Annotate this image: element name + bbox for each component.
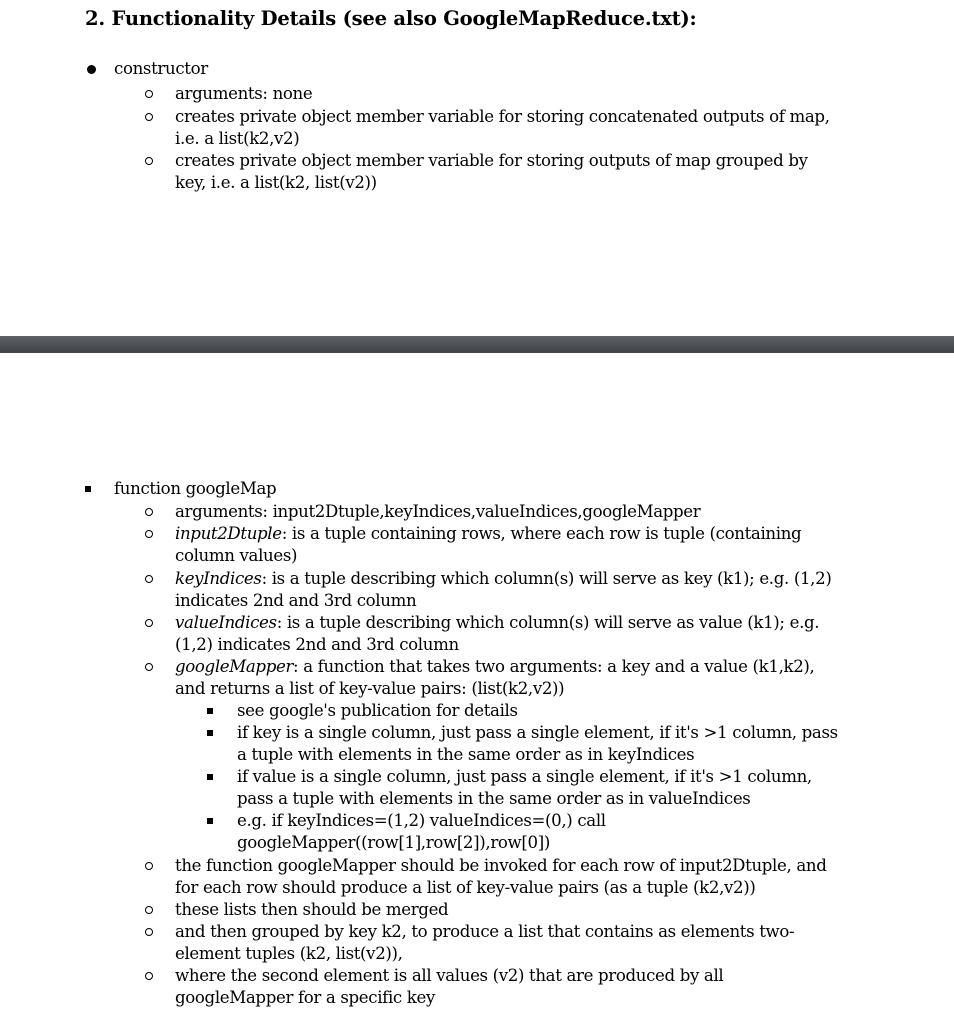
constructor-item-grouped-line2: key, i.e. a list(k2, list(v2)) [175,173,377,192]
constructor-arguments: arguments: none [175,84,313,103]
googlemapper-line1 [175,656,814,678]
step-group-line1: and then grouped by key k2, to produce a list that contains as elements two- [175,922,795,941]
bullet-circle-icon [145,530,153,538]
keyindices-desc: : is a tuple describing which column(s) will serve as key (k1); e.g. (1,2) [261,569,832,588]
document-page-top [0,0,954,336]
googlemapper-note-key-line1: if key is a single column, just pass a single element, if it's >1 column, pass [237,723,838,742]
googlemapper-note-value-line1: if value is a single column, just pass a single element, if it's >1 column, [237,767,812,786]
step-merge: these lists then should be merged [175,900,449,919]
keyindices-line1 [175,568,831,590]
bullet-circle-icon [145,157,153,165]
googlemapper-term: googleMapper [175,657,294,676]
valueindices-line1 [175,612,819,634]
valueindices-line2: (1,2) indicates 2nd and 3rd column [175,635,459,654]
bullet-circle-icon [145,90,153,98]
constructor-item-concat-line1: creates private object member variable for storing concatenated outputs of map, [175,107,830,126]
bullet-circle-icon [145,928,153,936]
input2dtuple-line1 [175,523,801,545]
bullet-square-icon [207,730,213,736]
constructor-item-concat-line2: i.e. a list(k2,v2) [175,129,300,148]
bullet-circle-icon [145,862,153,870]
step-invoke-line2: for each row should produce a list of key-value pairs (as a tuple (k2,v2)) [175,878,756,897]
bullet-circle-icon [145,663,153,671]
valueindices-desc: : is a tuple describing which column(s) will serve as value (k1); e.g. [276,613,820,632]
page-separator [0,336,954,353]
input2dtuple-line2: column values) [175,546,298,565]
valueindices-term: valueIndices [175,613,277,632]
googlemap-arguments: arguments: input2Dtuple,keyIndices,valueIndices,googleMapper [175,502,701,521]
step-values-line1: where the second element is all values (v2) that are produced by all [175,966,724,985]
input2dtuple-desc: : is a tuple containing rows, where each row is tuple (containing [281,524,802,543]
step-invoke-line1: the function googleMapper should be invoked for each row of input2Dtuple, and [175,856,827,875]
googlemapper-note-value-line2: pass a tuple with elements in the same order as in valueIndices [237,789,751,808]
googlemapper-desc: : a function that takes two arguments: a key and a value (k1,k2), [293,657,815,676]
constructor-label: constructor [114,59,208,78]
bullet-disc-icon [87,65,96,74]
bullet-square-icon [207,708,213,714]
constructor-item-grouped-line1: creates private object member variable for storing outputs of map grouped by [175,151,808,170]
keyindices-term: keyIndices [175,569,262,588]
input2dtuple-term: input2Dtuple [175,524,282,543]
step-group-line2: element tuples (k2, list(v2)), [175,944,403,963]
step-values-line2: googleMapper for a specific key [175,988,435,1007]
keyindices-line2: indicates 2nd and 3rd column [175,591,417,610]
section-title: 2. Functionality Details (see also GoogleMapReduce.txt): [85,7,697,30]
bullet-circle-icon [145,906,153,914]
googlemapper-note-publication: see google's publication for details [237,701,518,720]
googlemapper-note-example-line1: e.g. if keyIndices=(1,2) valueIndices=(0,) call [237,811,606,830]
bullet-circle-icon [145,619,153,627]
googlemapper-line2: and returns a list of key-value pairs: (list(k2,v2)) [175,679,565,698]
googlemapper-note-example-line2: googleMapper((row[1],row[2]),row[0]) [237,833,550,852]
googlemap-label: function googleMap [114,479,277,498]
bullet-square-icon [85,486,91,492]
bullet-square-icon [207,818,213,824]
bullet-circle-icon [145,972,153,980]
bullet-circle-icon [145,113,153,121]
bullet-circle-icon [145,575,153,583]
bullet-circle-icon [145,508,153,516]
googlemapper-note-key-line2: a tuple with elements in the same order as in keyIndices [237,745,695,764]
bullet-square-icon [207,774,213,780]
